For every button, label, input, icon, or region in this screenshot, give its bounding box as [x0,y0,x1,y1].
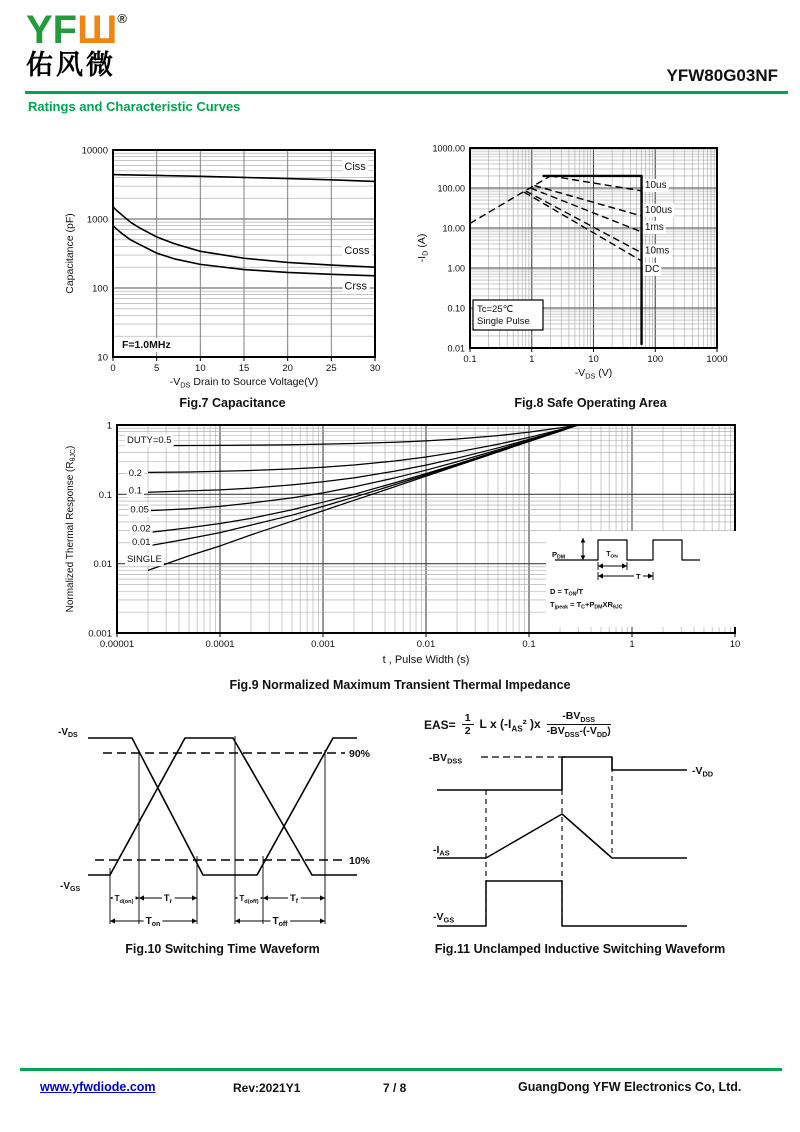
svg-text:0.01: 0.01 [93,559,112,571]
part-number: YFW80G03NF [666,66,778,85]
logo-sha-icon: Ш [77,8,118,52]
svg-text:Normalized Thermal Response (R: Normalized Thermal Response $(R_{\theta JC})$ [65,445,78,613]
svg-text:1.00: 1.00 [447,263,465,274]
svg-text:PDM: $P_{DM}$ [552,550,566,561]
fig8-caption: Fig.8 Safe Operating Area [514,396,667,410]
svg-text:Coss: Coss [344,245,370,258]
svg-text:-VGS: $-V_{GS}$ [60,881,81,894]
fig9-caption: Fig.9 Normalized Maximum Transient Thermal Impedance [229,678,571,692]
svg-text:Tr: $T_r$ [163,893,173,906]
svg-text:1: 1 [629,639,635,650]
svg-text:10us: 10us [644,180,667,191]
svg-text:0.01: 0.01 [132,537,151,549]
svg-text:0.05: 0.05 [130,504,149,516]
svg-text:100: 100 [92,283,108,295]
svg-text:10.00: 10.00 [442,223,465,234]
svg-text:20: 20 [282,363,293,374]
svg-text:-BVDSS: $-BV_{DSS}$ [429,752,463,766]
fig10-caption: Fig.10 Switching Time Waveform [125,942,320,956]
svg-text:-VDS: $-V_{DS}$ [58,727,78,740]
svg-text:t , Pulse Width (s): t , Pulse Width (s) [382,654,470,666]
page-number: 7 / 8 [383,1081,407,1095]
svg-text:1000: 1000 [86,214,108,226]
logo-wordmark [26,10,127,50]
svg-text:Toff: $T_{off}$ [272,916,288,929]
svg-text:10ms: 10ms [644,245,670,257]
svg-text:F=1.0MHz: F=1.0MHz [122,339,171,351]
svg-text:25: 25 [326,363,337,374]
svg-text:0.0001: 0.0001 [205,639,235,650]
svg-text:SINGLE: SINGLE [126,554,162,566]
svg-text:90%: 90% [349,748,371,760]
eas-lhs: EAS= [424,717,456,732]
svg-text:0.1: 0.1 [98,489,112,501]
eas-middle-term: L x ($-I_{AS}^2$ )x [479,716,541,733]
svg-text:0.1: 0.1 [463,354,477,365]
svg-text:0.02: 0.02 [132,523,151,535]
svg-text:Td(on): $T_{d(on)}$ [114,894,134,905]
svg-text:Capacitance (pF): Capacitance (pF) [64,213,76,294]
svg-text:0.01: 0.01 [447,343,465,354]
svg-text:Ciss: Ciss [344,161,366,174]
svg-text:D = TON/T: $D = T_{ON}/T$ [550,587,584,598]
company-name: GuangDong YFW Electronics Co, Ltd. [518,1080,742,1094]
svg-text:0.1: 0.1 [522,639,536,650]
svg-text:100us: 100us [644,204,673,216]
svg-text:-VGS: $-V_{GS}$ [433,911,455,925]
svg-text:Crss: Crss [344,280,368,293]
svg-text:-IAS: $-I_{AS}$ [433,844,450,858]
fig10-switching-time-waveform [40,710,405,938]
svg-text:Ton: $T_{on}$ [145,916,161,929]
svg-text:0.001: 0.001 [88,628,112,640]
svg-text:10: 10 [729,639,741,650]
svg-text:15: 15 [238,363,250,374]
svg-text:1: 1 [529,354,535,365]
header-rule [25,91,788,94]
footer-rule [20,1068,782,1071]
svg-text:Single Pulse: Single Pulse [477,316,530,327]
svg-text:10: 10 [97,352,108,364]
svg-text:TON: $T_{ON}$ [606,551,618,560]
registered-trademark-icon: ® [117,11,127,26]
svg-text:10%: 10% [349,855,371,867]
svg-text:0.00001: 0.00001 [99,639,135,650]
svg-text:0: 0 [110,363,116,374]
svg-text:1ms: 1ms [644,221,664,233]
svg-text:1: 1 [106,420,112,432]
svg-text:Tf: $T_f$ [289,893,299,906]
section-title: Ratings and Characteristic Curves [28,99,241,114]
svg-text:0.001: 0.001 [311,639,335,650]
fig8-safe-operating-area-chart [416,140,765,402]
svg-text:10: 10 [588,354,599,365]
svg-text:100.00: 100.00 [437,183,465,194]
fig11-caption: Fig.11 Unclamped Inductive Switching Waveform [434,942,726,956]
fig7-capacitance-chart [60,140,405,402]
eas-formula [424,710,611,740]
svg-text:0.10: 0.10 [447,303,465,314]
svg-text:1000: 1000 [706,354,728,365]
svg-text:-VDD: $-V_{DD}$ [692,765,714,779]
fig9-thermal-impedance-chart [60,415,760,673]
svg-text:-ID (A): $-I_D$ (A) [416,233,430,263]
svg-text:-VDS (V): $-V_{DS}$ (V) [574,367,613,381]
svg-text:10000: 10000 [81,145,108,157]
svg-text:0.1: 0.1 [128,485,142,497]
svg-text:Tc=25℃: Tc=25℃ [477,304,514,315]
svg-text:1000.00: 1000.00 [432,143,465,154]
svg-text:0.01: 0.01 [416,639,436,650]
website-link[interactable]: www.yfwdiode.com [40,1080,156,1094]
fig11-uis-waveform [415,748,765,938]
svg-text:100: 100 [647,354,664,365]
eas-fraction-bvdss: $\frac{-BV_{DSS}}{-BV_{DSS}-(-V_{DD})}$ [546,710,611,740]
svg-text:5: 5 [154,363,160,374]
svg-text:T: T [636,572,641,581]
svg-text:Tjpeak = TC+PDMXRθJC: $T_{jpeak} = T_C+P_{DM}XR_{\theta JC}$ [550,600,623,611]
svg-text:30: 30 [369,363,381,374]
fig7-caption: Fig.7 Capacitance [179,396,286,410]
revision-label: Rev:2021Y1 [233,1081,301,1095]
yfw-logo [26,10,127,79]
svg-text:-VDS Drain to Source Voltage(V: $-V_{DS}$ Drain to Source Voltage(V) [169,376,319,390]
eas-fraction-half: $\frac{1}{2}$ [462,712,474,737]
svg-text:Td(off): $T_{d(off)}$ [239,894,259,905]
svg-text:DUTY=0.5: DUTY=0.5 [126,435,172,447]
svg-text:DC: DC [644,263,660,275]
logo-text-yf: YF [26,8,78,52]
svg-text:0.2: 0.2 [128,467,142,479]
svg-text:10: 10 [195,363,206,374]
logo-chinese-name: 佑风微 [26,50,116,80]
